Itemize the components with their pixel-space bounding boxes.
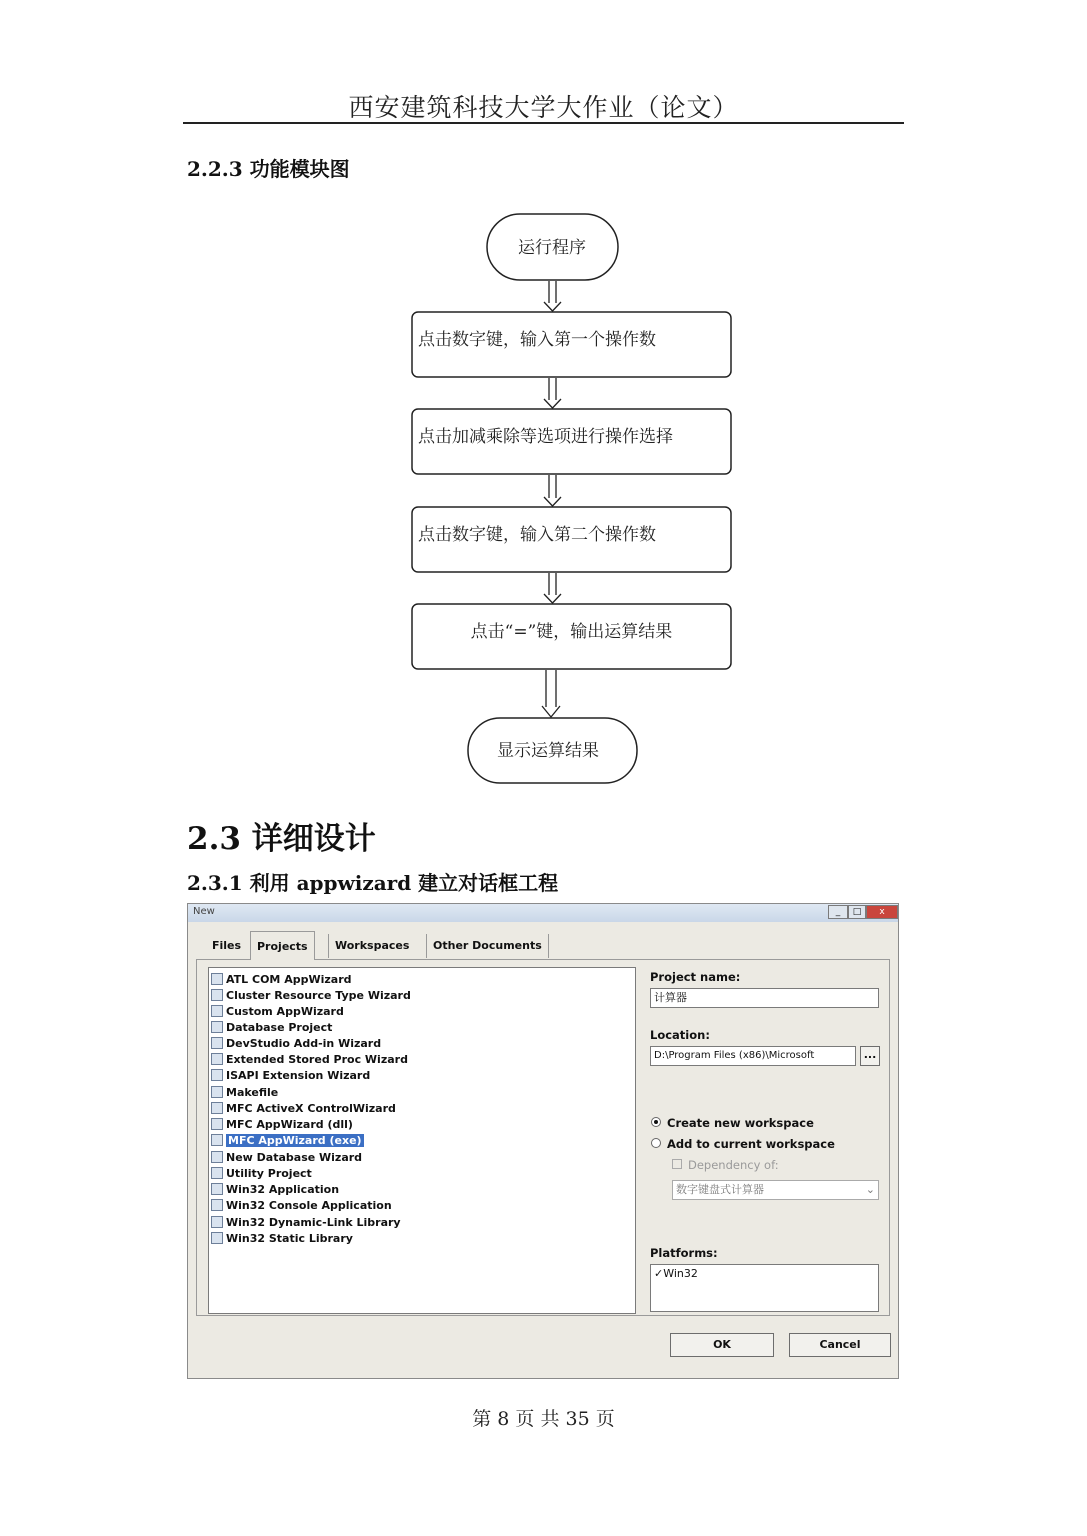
project-icon [211,1118,223,1130]
dependency-select: 数字键盘式计算器 ⌄ [672,1180,879,1200]
list-item[interactable]: Custom AppWizard [211,1004,344,1019]
location-input[interactable]: D:\Program Files (x86)\Microsoft [650,1046,856,1066]
dialog-titlebar [188,904,898,922]
project-icon [211,1183,223,1195]
cancel-button[interactable]: Cancel [789,1333,891,1357]
page-header-title: 西安建筑科技大学大作业（论文） [348,93,739,122]
project-icon [211,1102,223,1114]
tab-files[interactable]: Files [212,939,242,952]
section-heading-2-3-1: 2.3.1 利用 appwizard 建立对话框工程 [187,871,559,895]
process-step-2-text: 点击加减乘除等选项进行操作选择 [418,427,673,447]
project-icon [211,1053,223,1065]
arrow-1 [544,281,561,311]
ok-button[interactable]: OK [670,1333,774,1357]
platforms-list[interactable]: ✓Win32 [650,1264,879,1312]
project-icon [211,1037,223,1049]
project-icon [211,989,223,1001]
project-icon [211,1086,223,1098]
project-icon [211,1151,223,1163]
start-text: 运行程序 [518,238,586,258]
project-icon [211,1199,223,1211]
radio-selected-icon [651,1117,661,1127]
arrow-4 [544,573,561,603]
platform-checkbox-icon[interactable]: ✓ [654,1267,664,1280]
project-name-label: Project name: [650,970,741,984]
project-name-input[interactable]: 计算器 [650,988,879,1008]
create-workspace-radio[interactable]: Create new workspace [651,1116,814,1130]
project-icon [211,973,223,985]
project-icon [211,1069,223,1081]
list-item[interactable]: MFC AppWizard (dll) [211,1117,353,1132]
tab-workspaces[interactable]: Workspaces [328,934,415,958]
page-footer: 第 8 页 共 35 页 [472,1408,615,1430]
list-item[interactable]: MFC ActiveX ControlWizard [211,1101,396,1116]
add-workspace-radio[interactable]: Add to current workspace [651,1137,835,1151]
project-type-list[interactable] [208,967,636,1314]
checkbox-icon [672,1159,682,1169]
list-item[interactable]: ATL COM AppWizard [211,972,352,987]
project-icon [211,1216,223,1228]
end-text: 显示运算结果 [497,741,599,761]
close-button[interactable]: x [866,905,898,919]
section-heading-2-3: 2.3 详细设计 [187,821,376,857]
dialog-title: New [193,906,215,917]
list-item[interactable]: Utility Project [211,1166,312,1181]
tab-projects[interactable]: Projects [250,931,315,960]
maximize-button[interactable]: □ [848,905,866,919]
process-step-1-text: 点击数字键，输入第一个操作数 [418,330,656,350]
dependency-checkbox: Dependency of: [672,1158,779,1172]
tab-other-documents[interactable]: Other Documents [426,934,549,958]
arrow-5 [542,670,560,717]
arrow-3 [544,475,561,506]
list-item[interactable]: Win32 Static Library [211,1231,353,1246]
process-step-3-text: 点击数字键，输入第二个操作数 [418,525,656,545]
list-item[interactable]: Win32 Application [211,1182,339,1197]
project-icon [211,1134,223,1146]
minimize-button[interactable]: _ [828,905,848,919]
list-item[interactable]: Win32 Console Application [211,1198,392,1213]
arrow-2 [544,378,561,408]
list-item[interactable]: ISAPI Extension Wizard [211,1068,370,1083]
location-label: Location: [650,1028,710,1042]
section-heading-2-2-3: 2.2.3 功能模块图 [187,157,350,181]
project-icon [211,1021,223,1033]
list-item-selected[interactable]: MFC AppWizard (exe) [211,1133,364,1148]
list-item[interactable]: New Database Wizard [211,1150,362,1165]
project-icon [211,1167,223,1179]
platforms-label: Platforms: [650,1246,718,1260]
browse-button[interactable]: ... [860,1046,880,1066]
radio-icon [651,1138,661,1148]
process-step-4-text: 点击“=”键，输出运算结果 [470,622,673,642]
list-item[interactable]: Win32 Dynamic-Link Library [211,1215,401,1230]
project-icon [211,1232,223,1244]
project-icon [211,1005,223,1017]
list-item[interactable]: Makefile [211,1085,278,1100]
list-item[interactable]: Extended Stored Proc Wizard [211,1052,408,1067]
list-item[interactable]: Database Project [211,1020,332,1035]
new-project-dialog [187,903,899,1379]
list-item[interactable]: DevStudio Add-in Wizard [211,1036,381,1051]
chevron-down-icon: ⌄ [865,1183,875,1196]
list-item[interactable]: Cluster Resource Type Wizard [211,988,411,1003]
